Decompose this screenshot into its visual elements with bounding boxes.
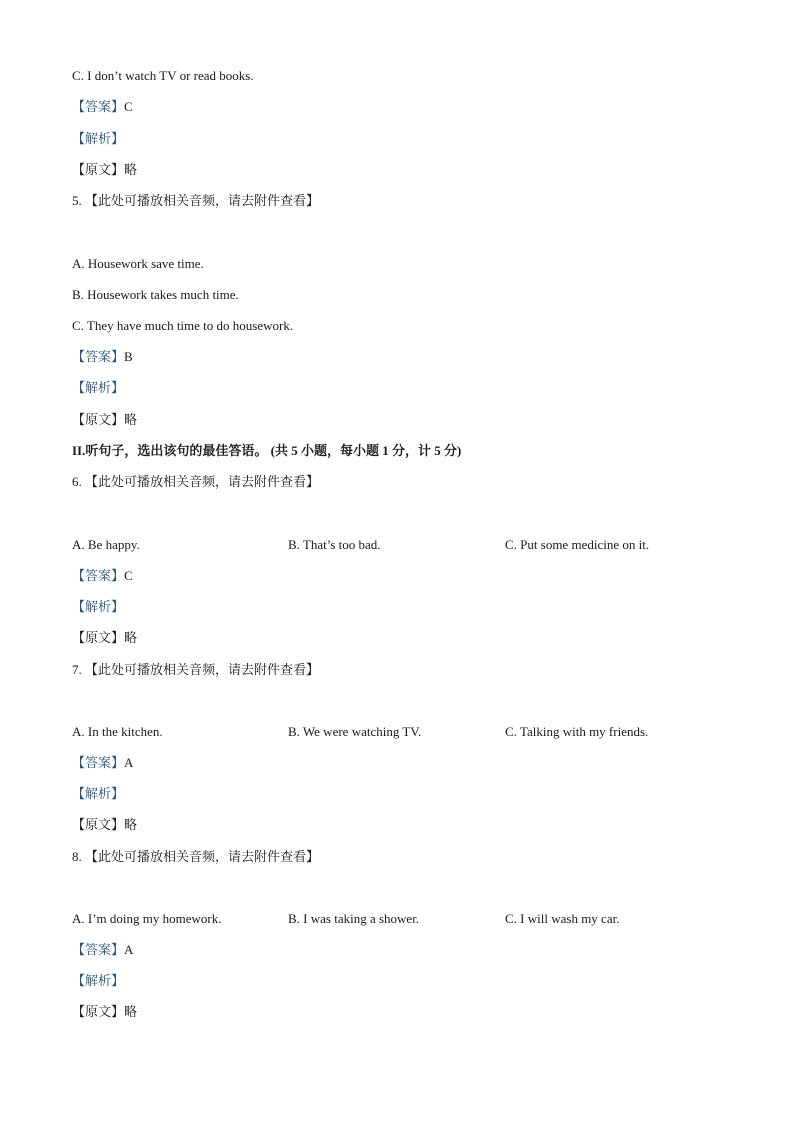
- q7-option-b: B. We were watching TV.: [288, 724, 422, 739]
- answer-value: A: [124, 755, 134, 770]
- answer-label: 【答案】: [72, 942, 125, 957]
- answer-label: 【答案】: [72, 755, 125, 770]
- transcript-value: 略: [124, 412, 138, 427]
- transcript-label: 【原文】: [72, 817, 125, 832]
- q6-stem: 6. 【此处可播放相关音频，请去附件查看】: [72, 474, 320, 489]
- q8-option-a: A. I’m doing my homework.: [72, 911, 222, 926]
- q7-answer: [72, 755, 133, 771]
- q8-option-b: B. I was taking a shower.: [288, 911, 420, 926]
- q5-answer: [72, 349, 133, 365]
- q7-option-a: A. In the kitchen.: [72, 724, 163, 739]
- q6-option-c: C. Put some medicine on it.: [505, 537, 650, 552]
- q6-transcript: [72, 630, 137, 646]
- transcript-value: 略: [124, 1004, 138, 1019]
- q7-transcript: [72, 817, 137, 833]
- transcript-label: 【原文】: [72, 412, 125, 427]
- q5-transcript: [72, 412, 137, 428]
- q8-analysis: 【解析】: [72, 973, 125, 988]
- answer-value: A: [124, 942, 134, 957]
- transcript-label: 【原文】: [72, 1004, 125, 1019]
- answer-label: 【答案】: [72, 568, 125, 583]
- q8-answer: [72, 942, 133, 958]
- transcript-value: 略: [124, 817, 138, 832]
- q5-stem: 5. 【此处可播放相关音频，请去附件查看】: [72, 193, 320, 208]
- answer-label: 【答案】: [72, 349, 125, 364]
- transcript-value: 略: [124, 630, 138, 645]
- q5-option-b: B. Housework takes much time.: [72, 287, 239, 302]
- q5-analysis: 【解析】: [72, 380, 125, 395]
- q8-stem: 8. 【此处可播放相关音频，请去附件查看】: [72, 849, 320, 864]
- transcript-value: 略: [124, 162, 138, 177]
- q7-stem: 7. 【此处可播放相关音频，请去附件查看】: [72, 662, 320, 677]
- transcript-label: 【原文】: [72, 162, 125, 177]
- section-heading: II.听句子，选出该句的最佳答语。 (共 5 小题，每小题 1 分，计 5 分): [72, 443, 462, 458]
- answer-label: 【答案】: [72, 99, 125, 114]
- q8-transcript: [72, 1004, 137, 1020]
- q5-option-a: A. Housework save time.: [72, 256, 204, 271]
- q8-option-c: C. I will wash my car.: [505, 911, 620, 926]
- q4-answer: [72, 99, 133, 115]
- q7-analysis: 【解析】: [72, 786, 125, 801]
- q6-analysis: 【解析】: [72, 599, 125, 614]
- q4-analysis: 【解析】: [72, 131, 125, 146]
- answer-value: B: [124, 349, 133, 364]
- answer-value: C: [124, 99, 133, 114]
- transcript-label: 【原文】: [72, 630, 125, 645]
- q6-answer: [72, 568, 133, 584]
- answer-value: C: [124, 568, 133, 583]
- q6-option-b: B. That’s too bad.: [288, 537, 381, 552]
- q4-option-c: C. I don’t watch TV or read books.: [72, 68, 254, 83]
- q4-transcript: [72, 162, 137, 178]
- q6-option-a: A. Be happy.: [72, 537, 140, 552]
- q7-option-c: C. Talking with my friends.: [505, 724, 649, 739]
- q5-option-c: C. They have much time to do housework.: [72, 318, 294, 333]
